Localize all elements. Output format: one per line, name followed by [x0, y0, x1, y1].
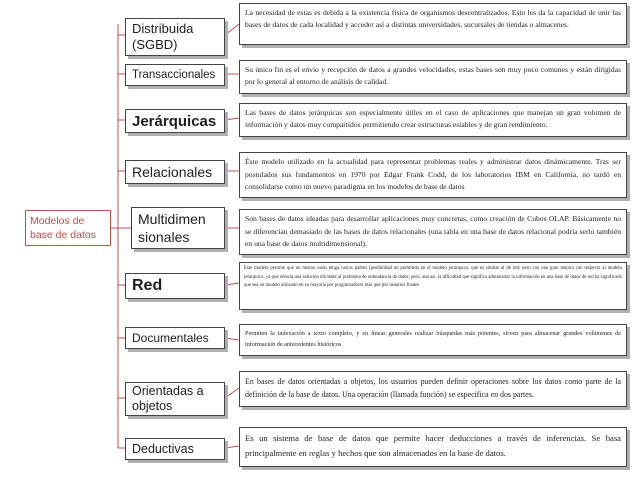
category-deductivas: Deductivas: [125, 438, 225, 460]
link-line-documentales: [225, 338, 239, 340]
description-jerarquicas: Las bases de datos jerárquicas son especialmente útiles en el caso de aplicaciones que manejan un gran volumen de información y datos muy compartidos permitiendo crear estructuras estables y de gran rendimiento.: [239, 103, 627, 137]
description-multidimensionales: Son bases de datos ideadas para desarrollar aplicaciones muy concretas, como creación de Cubos OLAP. Básicamente no se diferencian demasiado de las bases de datos relacionales (una tabla en una base de datos relacional podría serlo también en una base de datos multidimensional).: [239, 209, 627, 255]
description-distribuida: La necesidad de estas es debida a la existencia física de organismos descentralizados. Esto les da la capacidad de unir las bases de datos de cada localidad y acceder así a distintas universidades, sucursales de tiendas o almacenes.: [239, 3, 627, 45]
description-relacionales: Éste modelo utilizado en la actualidad para representar problemas reales y administrar datos dinámicamente. Tras ser postulados sus fundamentos en 1970 por Edgar Frank Codd, de los laboratorios IBM en California, no tardó en consolidarse como un nuevo paradigma en los modelos de base de datos: [239, 152, 627, 198]
link-line-jerarquicas: [225, 118, 239, 120]
category-red: Red: [125, 273, 225, 299]
description-orientadas-a-objetos: En bases de datos orientadas a objetos, los usuarios pueden definir operaciones sobre los datos como parte de la definición de la base de datos. Una operación (llamada función) se especifica en dos partes.: [239, 371, 627, 407]
category-distribuida: Distribuida (SGBD): [125, 18, 225, 56]
link-line-distribuida: [225, 24, 239, 35]
root-node: Modelos de base de datos: [25, 210, 111, 246]
description-deductivas: Es un sistema de base de datos que permite hacer deducciones a través de inferencias. Se basa principalmente en reglas y hechos que son almacenados en la base de datos.: [239, 427, 627, 467]
category-orientadas-a-objetos: Orientadas a objetos: [125, 382, 225, 416]
description-documentales: Permiten la indexación a texto completo, y en líneas generales realizar búsquedas más potentes, sirven para almacenar grandes volúmenes de información de antecedentes históricos: [239, 324, 627, 356]
category-relacionales: Relacionales: [125, 160, 225, 184]
description-red: Este modelo permite que un mismo nodo tenga varios padres (posibilidad no permitida en el modelo jerárquico, que es similar al de red; pero con una gran mejora con respecto al modelo jerárquico, ya que ofrecía una solución eficiente al problema de redundancia de datos; pero, aun así, la dificultad que significa administrar la información en una base de datos de red ha significado que sea un modelo utilizado en su mayoría por programadores más que por usuarios finales: [239, 262, 627, 310]
link-line-deductivas: [225, 446, 239, 448]
link-line-red: [225, 283, 239, 285]
category-documentales: Documentales: [125, 327, 225, 349]
category-transaccionales: Transaccionales: [125, 64, 225, 86]
description-transaccionales: Su único fin es el envío y recepción de datos a grandes velocidades, estas bases son muy poco comunes y están dirigidas por lo general al entorno de análisis de calidad.: [239, 60, 627, 94]
link-line-orientadas: [225, 388, 239, 398]
category-jerarquicas: Jerárquicas: [125, 109, 225, 133]
category-multidimensionales: Multidimen sionales: [131, 207, 225, 249]
